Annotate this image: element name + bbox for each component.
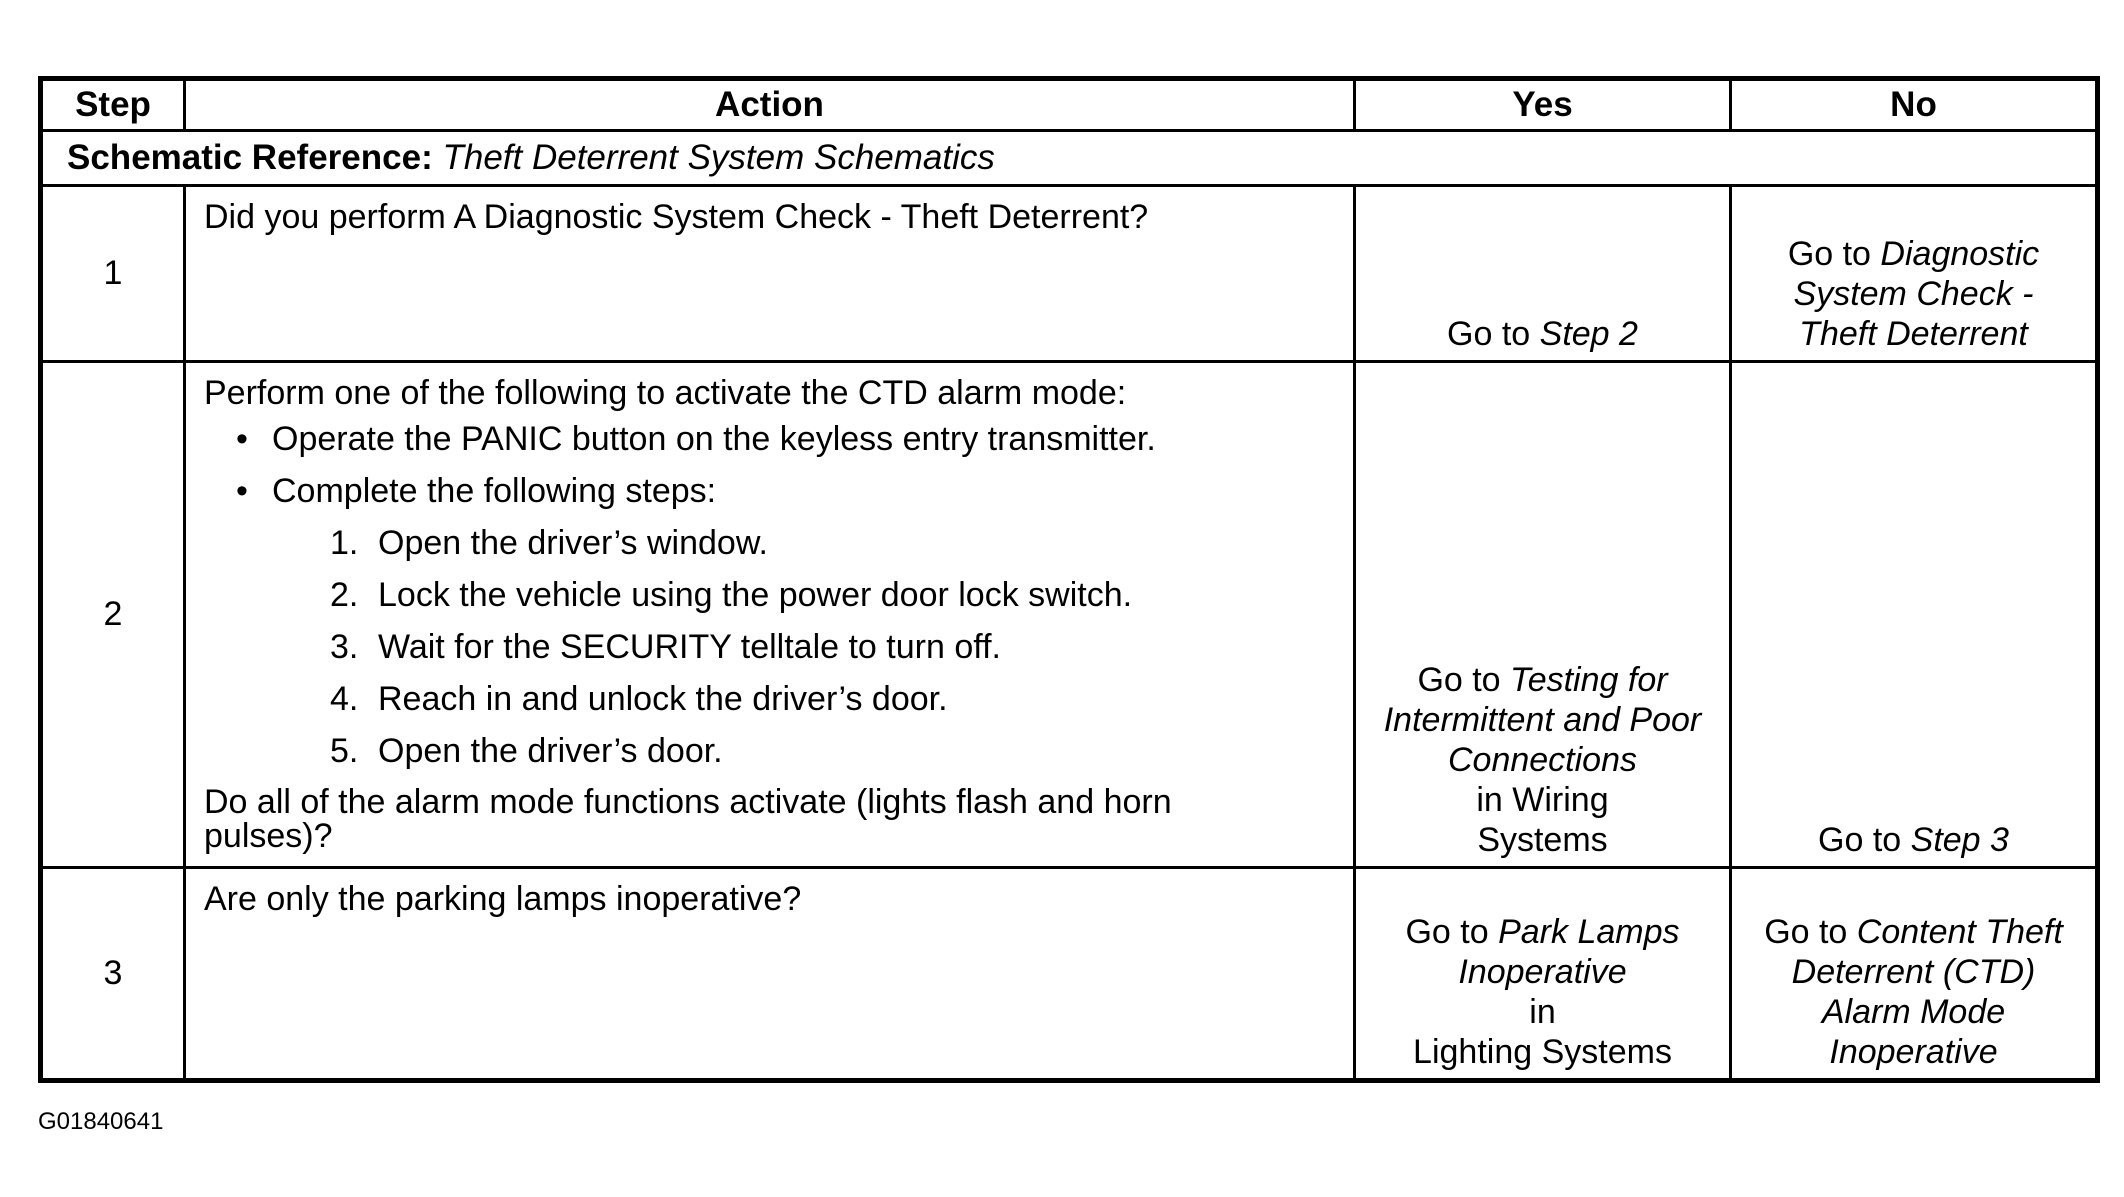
no-link-line[interactable]: System Check - — [1793, 275, 2034, 313]
yes-link[interactable]: Step 2 — [1539, 315, 1638, 353]
action-cell — [185, 868, 1355, 1081]
action-intro: Perform one of the following to activate the CTD alarm mode: — [204, 374, 1127, 412]
no-link-line[interactable]: Inoperative — [1829, 1033, 1998, 1071]
bullet-item: • Operate the PANIC button on the keyless entry transmitter. — [236, 420, 1156, 458]
substep-item: 4. Reach in and unlock the driver’s door. — [330, 680, 948, 718]
yes-link[interactable]: Park Lamps — [1498, 913, 1680, 951]
action-cell — [185, 186, 1355, 362]
yes-suffix: Systems — [1477, 821, 1608, 859]
action-question: Did you perform A Diagnostic System Check - Theft Deterrent? — [204, 198, 1149, 236]
table-row — [41, 362, 2098, 868]
step-number: 2 — [41, 362, 185, 868]
action-question: Are only the parking lamps inoperative? — [204, 880, 802, 918]
yes-cell — [1355, 868, 1731, 1081]
table-row — [41, 868, 2098, 1081]
yes-cell — [1355, 362, 1731, 868]
header-row — [41, 79, 2098, 131]
schematic-reference-link[interactable]: Theft Deterrent System Schematics — [442, 138, 995, 177]
no-link-line[interactable]: Deterrent (CTD) — [1791, 953, 2036, 991]
table-row — [41, 186, 2098, 362]
yes-link-line[interactable]: Connections — [1447, 741, 1637, 779]
yes-link-line[interactable]: Inoperative — [1458, 953, 1627, 991]
substep-item: 5. Open the driver’s door. — [330, 732, 723, 770]
schematic-reference-row — [41, 131, 2098, 186]
yes-prefix: Go to — [1447, 315, 1540, 353]
yes-link[interactable]: Testing for — [1510, 661, 1668, 699]
schematic-reference — [41, 131, 2098, 186]
substep-item: 1. Open the driver’s window. — [330, 524, 768, 562]
no-link-line[interactable]: Theft Deterrent — [1799, 315, 2028, 353]
yes-link-line[interactable]: Intermittent and Poor — [1383, 701, 1702, 739]
schematic-reference-label: Schematic Reference: — [67, 138, 433, 177]
substep-item: 2. Lock the vehicle using the power door lock switch. — [330, 576, 1133, 614]
no-prefix: Go to — [1787, 235, 1881, 273]
no-prefix: Go to — [1764, 913, 1857, 951]
header-no: No — [1731, 79, 2098, 131]
yes-prefix: Go to — [1417, 661, 1511, 699]
yes-suffix: in Wiring — [1476, 781, 1609, 819]
no-link[interactable]: Diagnostic — [1880, 235, 2040, 273]
no-prefix: Go to — [1818, 821, 1911, 859]
yes-cell — [1355, 186, 1731, 362]
no-cell — [1731, 186, 2098, 362]
yes-prefix: Go to — [1405, 913, 1499, 951]
header-step: Step — [41, 79, 185, 131]
no-link[interactable]: Step 3 — [1910, 821, 2009, 859]
figure-id: G01840641 — [38, 1108, 164, 1135]
action-cell — [185, 362, 1355, 868]
yes-suffix: Lighting Systems — [1413, 1033, 1672, 1071]
no-link-line[interactable]: Alarm Mode — [1821, 993, 2006, 1031]
no-link[interactable]: Content Theft — [1856, 913, 2063, 951]
action-question: Do all of the alarm mode functions activate (lights flash and horn pulses)? — [204, 783, 1172, 855]
step-number: 3 — [41, 868, 185, 1081]
yes-suffix: in — [1529, 993, 1556, 1031]
no-cell — [1731, 868, 2098, 1081]
bullet-text: Complete the following steps: — [272, 472, 717, 510]
no-cell — [1731, 362, 2098, 868]
bullet-text: Operate the PANIC button on the keyless entry transmitter. — [272, 420, 1156, 458]
header-action: Action — [185, 79, 1355, 131]
step-number: 1 — [41, 186, 185, 362]
header-yes: Yes — [1355, 79, 1731, 131]
bullet-item: • Complete the following steps: — [236, 472, 717, 510]
substep-item: 3. Wait for the SECURITY telltale to turn off. — [330, 628, 1001, 666]
diagnostic-table — [38, 76, 2100, 1083]
